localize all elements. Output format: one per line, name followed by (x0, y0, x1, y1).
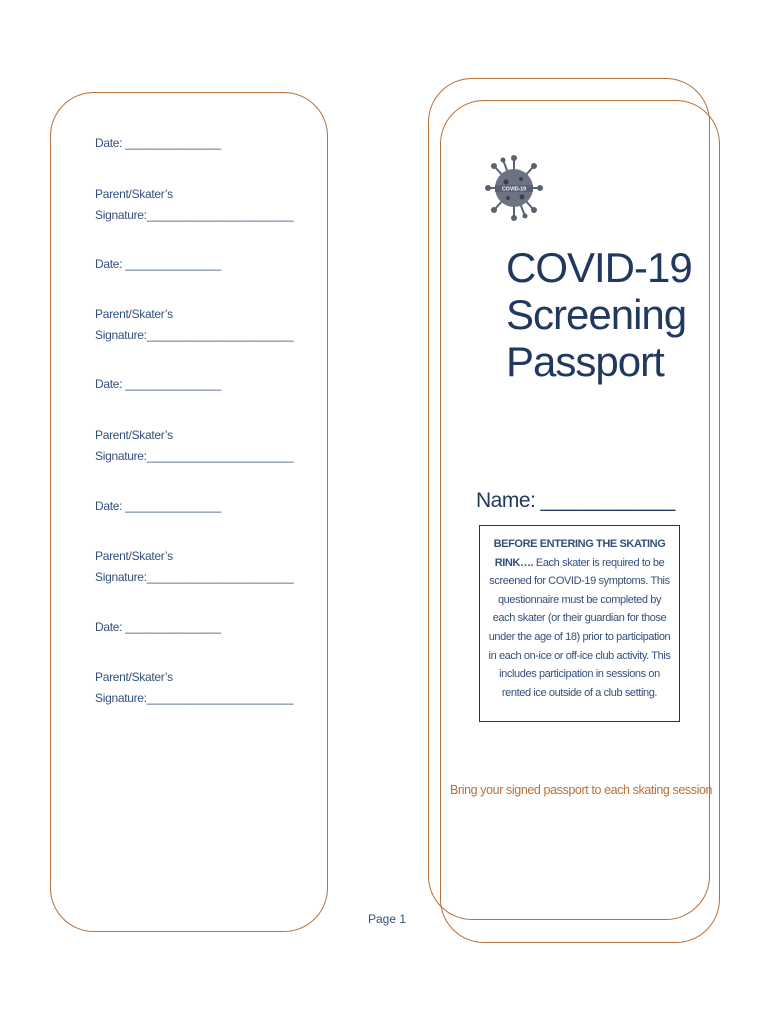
title-line-3: Passport (506, 338, 664, 385)
title-line-2: Screening (506, 291, 687, 338)
virus-icon-label: COVID-19 (502, 186, 526, 193)
date-field-1[interactable]: Date: _______________ (95, 136, 221, 150)
virus-icon (484, 152, 544, 224)
signature-field-1[interactable]: Signature:_______________________ (95, 208, 294, 222)
notice-heading: BEFORE ENTERING THE SKATING RINK…. (493, 538, 666, 569)
name-field[interactable]: Name: ____________ (476, 489, 675, 512)
signature-field-3[interactable]: Signature:_______________________ (95, 449, 294, 463)
page-number: Page 1 (368, 912, 407, 926)
signature-label-5: Parent/Skater’s (95, 670, 173, 684)
date-field-4[interactable]: Date: _______________ (95, 499, 221, 513)
right-panel-front-border (440, 100, 720, 943)
signature-label-3: Parent/Skater’s (95, 428, 173, 442)
passport-title (506, 244, 692, 385)
signature-label-4: Parent/Skater’s (95, 549, 173, 563)
signature-label-2: Parent/Skater’s (95, 307, 173, 321)
signature-field-2[interactable]: Signature:_______________________ (95, 328, 294, 342)
date-field-2[interactable]: Date: _______________ (95, 257, 221, 271)
signature-label-1: Parent/Skater’s (95, 187, 173, 201)
signature-field-5[interactable]: Signature:_______________________ (95, 691, 294, 705)
date-field-5[interactable]: Date: _______________ (95, 620, 221, 634)
screening-notice-box (479, 525, 680, 722)
notice-body: Each skater is required to be screened for COVID-19 symptoms. This questionnaire must be completed by each skater (or their guardian for those under the age of 18) prior to participation in each on-ice or off-ice club activity. This includes participation in sessions on rented ice outside of a club setting. (488, 556, 671, 699)
bring-passport-note: Bring your signed passport to each skating session (450, 783, 713, 797)
title-line-1: COVID-19 (506, 244, 692, 291)
signature-field-4[interactable]: Signature:_______________________ (95, 570, 294, 584)
date-field-3[interactable]: Date: _______________ (95, 377, 221, 391)
